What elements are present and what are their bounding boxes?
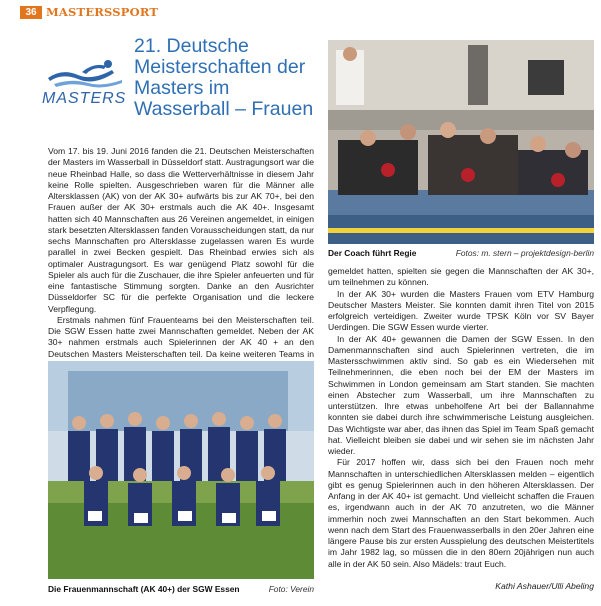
- caption-text: Die Frauenmannschaft (AK 40+) der SGW Essen: [48, 584, 240, 594]
- paragraph: In der AK 40+ gewannen die Damen der SGW Essen. In den Damenmannschaften sind auch Spielerinnen vertreten, die im Mastersschwimmen aktiv sind. So gab es ein Wiedersehen mit Teilnehmerinnen, die eben noch bei der EM der Masters im Schwimmen in London gemeinsam am Start standen. Sie machten einen Abstecher zum Wasserball, um ihre Mannschaften zu unterstützen. Ihre etwas unbeholfene Art bei der Ballannahme konnten sie dabei durch ihre schwimmerische Leistung ausgleichen. Das Wichtigste war aber, das ihnen das Spiel im Team Spaß gemacht hat. Vielleicht bleiben sie dabei und wir sehen sie im nächsten Jahr wieder.: [328, 333, 594, 456]
- paragraph: Vom 17. bis 19. Juni 2016 fanden die 21. Deutschen Meisterschaften der Masters im Wasserball in Düsseldorf statt. Austragungsort war die neue Rheinbad Halle, so dass die Wetterverhältnisse in diesem Jahr keine Rolle spielten. Ausgeschrieben waren für die Männer alle Altersklassen (AK) von der AK 30+ aufwärts bis zur AK 70+, bei den Frauen außer der AK 30+ erstmals auch die AK 40+. Insgesamt hatten sich 40 Mannschaften aus 26 Vereinen angemeldet, in einigen stark besetzten Altersklassen fanden Vorausscheidungen statt, da nur sechs Mannschaften pro Altersklasse zugelassen waren Es wurde parallel in zwei Becken gespielt. Das Rheinbad erwies sich als optimaler Austragungsort. Es war genügend Platz sowohl für die Spieler als auch für die Zuschauer, die ihre Spieler anfeuerten und für eine fantastische Stimmung sorgten. Danke an den Ausrichter Düsseldorfer SC für die perfekte Organisation und die leckere Verpflegung.: [48, 146, 314, 314]
- page-number: 36: [20, 6, 42, 19]
- author-byline: Kathi Ashauer/Ulli Abeling: [495, 581, 594, 591]
- paragraph: Erstmals nahmen fünf Frauenteams bei den Meisterschaften teil. Die SGW Essen hatte zwei Mannschaften gemeldet. Neben der AK 30+ nahmen erstmals auch Spielerinnen der AK 40 + an den Deutschen Masters Meisterschaften teil. Da keine weiteren Teams in: [48, 314, 314, 359]
- masters-logo: [42, 56, 128, 112]
- coach-photo: [328, 40, 594, 244]
- team-photo-caption: [48, 584, 314, 594]
- swimmer-icon: [42, 56, 128, 92]
- section-label: MASTERSSPORT: [46, 5, 159, 19]
- coach-photo-caption: [328, 248, 594, 258]
- right-text-column: [328, 266, 594, 570]
- article-title: 21. Deutsche Meisterschaften der Masters im Wasserball – Frauen: [134, 35, 314, 120]
- paragraph: gemeldet hatten, spielten sie gegen die Mannschaften der AK 30+, um teilnehmen zu können.: [328, 266, 594, 288]
- caption-text: Der Coach führt Regie: [328, 248, 417, 258]
- team-photo: [48, 361, 314, 579]
- left-text-column: [48, 146, 314, 371]
- logo-text: MASTERS: [42, 90, 127, 107]
- paragraph: Für 2017 hoffen wir, dass sich bei den Frauen noch mehr Mannschaften in unterschiedlichen Altersklassen melden – eigentlich gibt es genug Spielerinnen auch in den höheren Altersklassen. Der Anfang in der AK 40+ ist gemacht. Und vielleicht schaffen die Frauen es, irgendwann auch in der AK 70 anzutreten, wo die Männer immerhin noch zwei Mannschaften an den Start bekommen. Auch wenn nach dem Start des Frauenwasserballs in den 20er Jahren eine längere Pause bis zur ersten Ausspielung des deutschen Meistertitels im Jahr 1982 lag, so müssen die in den 80ern 20jährigen nun auch alle in der AK 50 sein. Also Mädels: traut Euch.: [328, 457, 594, 569]
- paragraph: In der AK 30+ wurden die Masters Frauen vom ETV Hamburg Deutscher Masters Meister. Sie konnten damit ihren Titel von 2015 erfolgreich verteidigen. Zweiter wurde TPSK Köln vor SV Bayer Uerdingen. Die SGW Essen wurde vierter.: [328, 288, 594, 333]
- page-header: [0, 0, 601, 22]
- photo-credit: Fotos: m. stern – projektdesign-berlin: [455, 248, 594, 258]
- photo-credit: Foto: Verein: [268, 584, 314, 594]
